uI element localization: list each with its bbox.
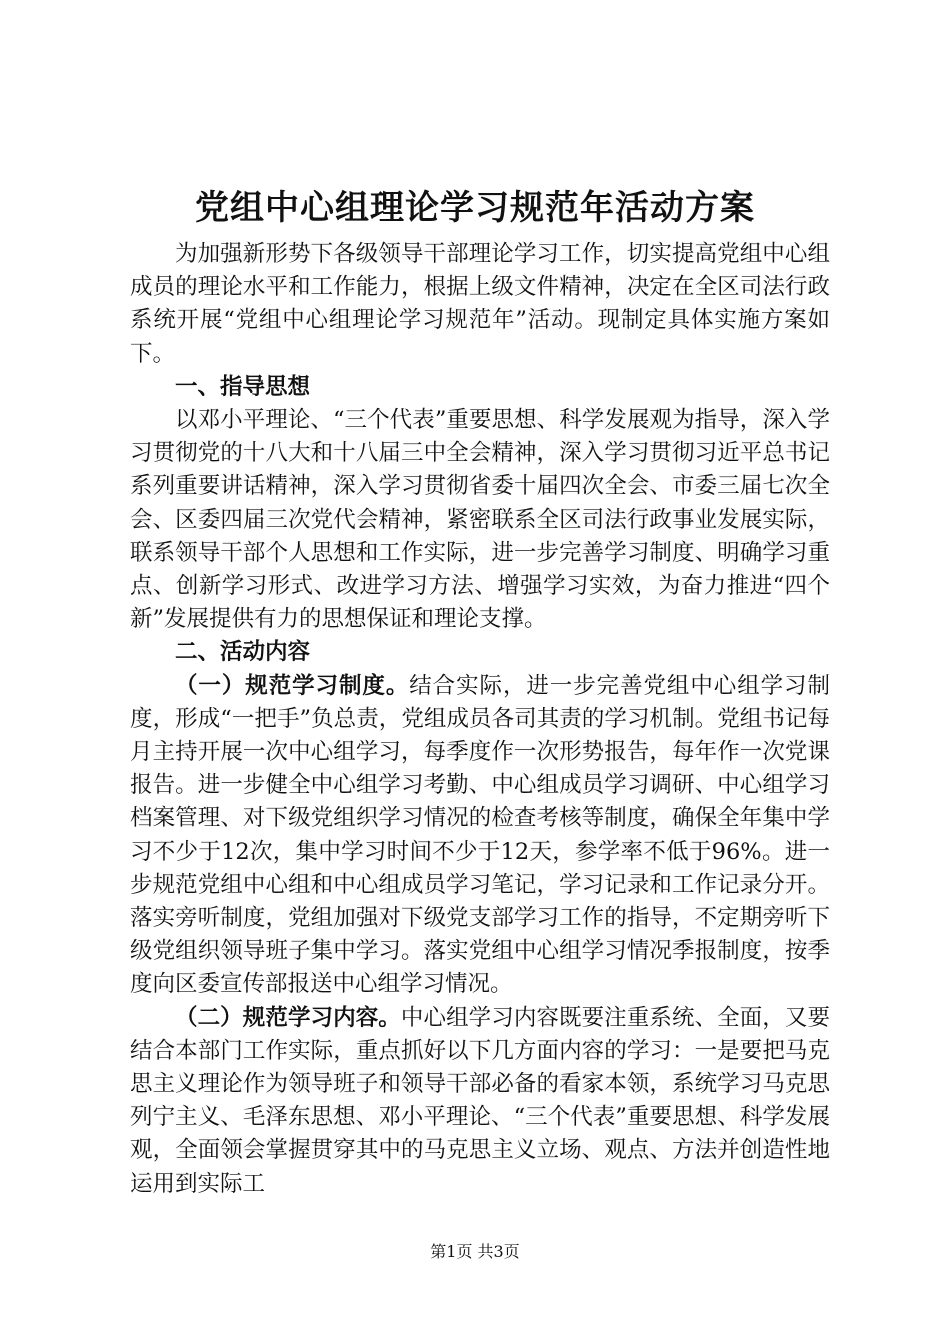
item2-text: 中心组学习内容既要注重系统、全面，又要结合本部门工作实际，重点抓好以下几方面内容的学习：一是要把马克思主义理论作为领导班子和领导干部必备的看家本领，系统学习马克思列宁主义、毛泽东思想、邓小平理论、“三个代表”重要思想、科学发展观，全面领会掌握贯穿其中的马克思主义立场、观点、方法并创造性地运用到实际工 [130,1004,830,1197]
item1-label: （一）规范学习制度。 [175,672,410,699]
document-body [130,238,830,1201]
document-title: 党组中心组理论学习规范年活动方案 [195,188,755,228]
section2-heading-text: 二、活动内容 [175,639,311,666]
item2-paragraph [130,1002,830,1201]
item1-text: 结合实际，进一步完善党组中心组学习制度，形成“一把手”负总责，党组成员各司其责的学习机制。党组书记每月主持开展一次中心组学习，每季度作一次形势报告，每年作一次党课报告。进一步健全中心组学习考勤、中心组成员学习调研、中心组学习档案管理、对下级党组织学习情况的检查考核等制度，确保全年集中学习不少于12次，集中学习时间不少于12天，参学率不低于96%。进一步规范党组中心组和中心组成员学习笔记，学习记录和工作记录分开。落实旁听制度，党组加强对下级党支部学习工作的指导，不定期旁听下级党组织领导班子集中学习。落实党组中心组学习情况季报制度，按季度向区委宣传部报送中心组学习情况。 [130,672,830,998]
page-footer: 第1页 共3页 [430,1242,520,1261]
section-heading-guiding-ideology [130,371,830,404]
section-heading-activity-content [130,636,830,669]
section1-paragraph: 以邓小平理论、“三个代表”重要思想、科学发展观为指导，深入学习贯彻党的十八大和十八届三中全会精神，深入学习贯彻习近平总书记系列重要讲话精神，深入学习贯彻省委十届四次全会、市委三届七次全会、区委四届三次党代会精神，紧密联系全区司法行政事业发展实际，联系领导干部个人思想和工作实际，进一步完善学习制度、明确学习重点、创新学习形式、改进学习方法、增强学习实效，为奋力推进“四个新”发展提供有力的思想保证和理论支撑。 [130,407,830,633]
intro-paragraph: 为加强新形势下各级领导干部理论学习工作，切实提高党组中心组成员的理论水平和工作能力，根据上级文件精神，决定在全区司法行政系统开展“党组中心组理论学习规范年”活动。现制定具体实施方案如下。 [130,241,830,367]
item1-paragraph [130,670,830,1002]
item2-label: （二）规范学习内容。 [175,1004,401,1031]
section1-heading-text: 一、指导思想 [175,373,311,400]
